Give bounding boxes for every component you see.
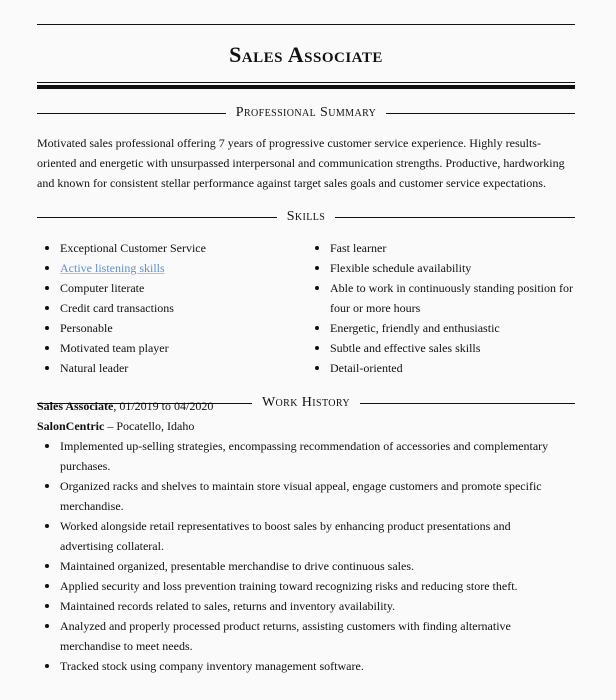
job-duties-list	[37, 436, 557, 676]
duty-item: Tracked stock using company inventory management software.	[37, 656, 557, 676]
section-title: Professional Summary	[235, 105, 377, 120]
resume-title: Sales Associate	[229, 42, 383, 67]
duty-item: Worked alongside retail representatives to boost sales by enhancing product presentations and advertising collateral.	[37, 516, 557, 556]
duty-item: Applied security and loss prevention training toward recognizing risks and reducing store theft.	[37, 576, 557, 596]
job-location: – Pocatello, Idaho	[104, 419, 195, 433]
duty-item: Analyzed and properly processed product returns, assisting customers with finding alternative merchandise to meet needs.	[37, 616, 557, 656]
skill-item: Personable	[37, 318, 287, 338]
section-title: Work History	[261, 395, 351, 410]
skill-link-active-listening[interactable]: Active listening skills	[60, 261, 165, 275]
skills-list-right	[307, 238, 577, 378]
skill-item: Computer literate	[37, 278, 287, 298]
heading-rule-right	[386, 113, 575, 114]
skill-item: Credit card transactions	[37, 298, 287, 318]
skill-item: Energetic, friendly and enthusiastic	[307, 318, 577, 338]
duty-item: Organized racks and shelves to maintain store visual appeal, engage customers and promote specific merchandise.	[37, 476, 557, 516]
section-heading-summary	[37, 103, 575, 123]
skill-item: Natural leader	[37, 358, 287, 378]
heading-rule-left	[37, 113, 226, 114]
skill-item: Motivated team player	[37, 338, 287, 358]
duty-item: Maintained records related to sales, returns and inventory availability.	[37, 596, 557, 616]
skill-item: Able to work in continuously standing position for four or more hours	[307, 278, 577, 318]
skill-item: Flexible schedule availability	[307, 258, 577, 278]
title-rule-thick	[37, 85, 575, 89]
duty-item: Maintained organized, presentable merchandise to drive continuous sales.	[37, 556, 557, 576]
heading-rule-left	[37, 217, 277, 218]
skills-list-left	[37, 238, 287, 378]
job-dates: , 01/2019 to 04/2020	[113, 399, 214, 413]
job-title-line	[37, 396, 575, 416]
section-heading-skills	[37, 207, 575, 227]
skill-item: Exceptional Customer Service	[37, 238, 287, 258]
job-company-line	[37, 416, 575, 436]
job-entry-sales-associate	[37, 396, 575, 676]
section-title: Skills	[286, 209, 326, 224]
heading-rule-right	[335, 217, 575, 218]
title-rule-thin	[37, 82, 575, 83]
summary-text: Motivated sales professional offering 7 years of progressive customer service experience. Highly results-oriented and energetic with unsurpassed interpersonal and communication strengths. Productive, hardworking and known for consistent stellar performance against target sales goals and customer service expectations.	[37, 136, 565, 190]
duty-item: Implemented up-selling strategies, encompassing recommendation of accessories and complementary purchases.	[37, 436, 557, 476]
skill-item	[37, 258, 287, 278]
job-company: SalonCentric	[37, 419, 105, 433]
skill-item: Subtle and effective sales skills	[307, 338, 577, 358]
job-title: Sales Associate	[37, 399, 114, 413]
top-rule	[37, 24, 575, 25]
skill-item: Fast learner	[307, 238, 577, 258]
skill-item: Detail-oriented	[307, 358, 577, 378]
